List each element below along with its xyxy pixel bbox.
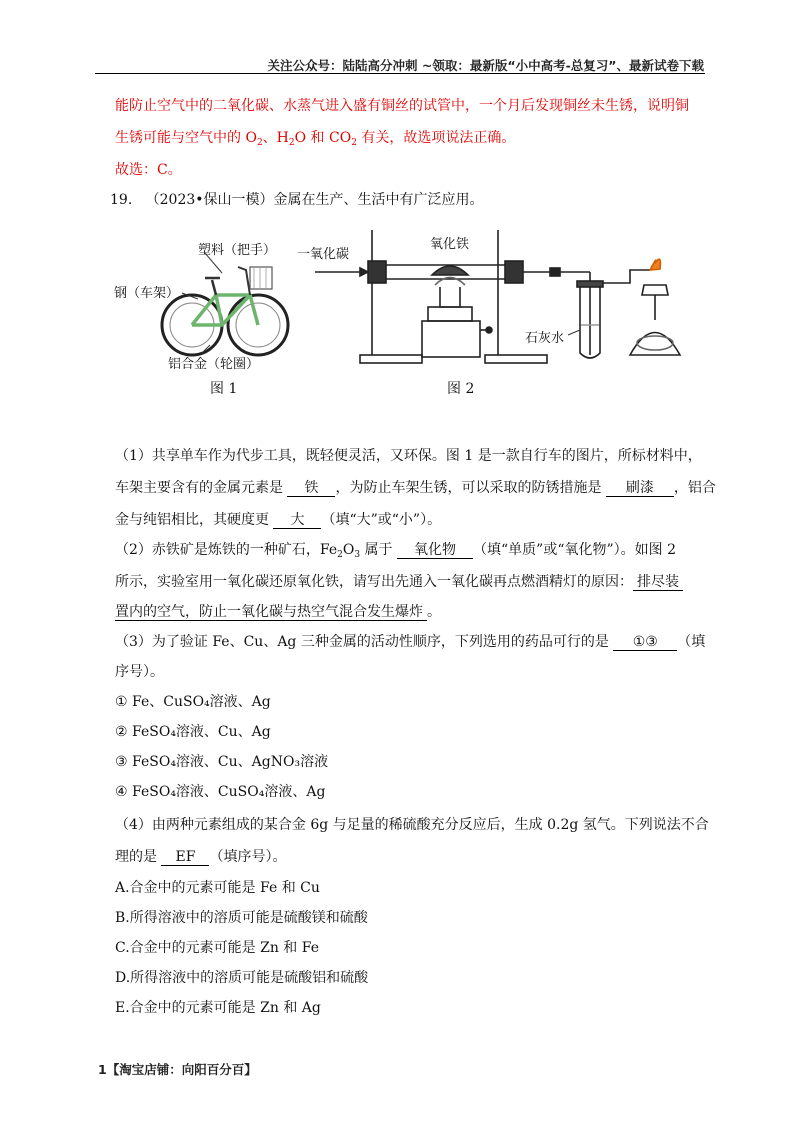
choice-b: B.所得溶液中的溶质可能是硫酸镁和硫酸: [115, 910, 368, 926]
choice-d: D.所得溶液中的溶质可能是硫酸铝和硫酸: [115, 970, 369, 986]
question-stem: 19. （2023•保山一模）金属在生产、生活中有广泛应用。: [110, 192, 484, 208]
option-2: ② FeSO₄溶液、Cu、Ag: [115, 724, 271, 740]
part1-line1: （1）共享单车作为代步工具，既轻便灵活，又环保。图 1 是一款自行车的图片，所标材料中，: [115, 448, 702, 464]
reduction-apparatus: [315, 230, 680, 363]
bicycle-illustration: [162, 267, 288, 355]
answer-blank-unreasonable: EF: [161, 849, 209, 866]
question-number: 19.: [110, 192, 133, 208]
part1-line2: 车架主要含有的金属元素是 铁 ，为防止车架生锈，可以采取的防锈措施是 刷漆 ，铝合: [115, 480, 716, 496]
answer-blank-reason-part1: 排尽装: [633, 574, 683, 591]
page-header: 关注公众号：陆陆高分冲刺 ~领取：最新版“小中高考-总复习”、最新试卷下载: [267, 58, 704, 73]
option-4: ④ FeSO₄溶液、CuSO₄溶液、Ag: [115, 784, 326, 800]
fig2-label-fe2o3: 氧化铁: [430, 237, 470, 252]
fig2-label-co: 一氧化碳: [297, 247, 350, 262]
prev-answer: 故选：C。: [115, 162, 182, 178]
page-footer: 1【淘宝店铺：向阳百分百】: [98, 1062, 257, 1077]
prev-explanation-line1: 能防止空气中的二氧化碳、水蒸气进入盛有铜丝的试管中，一个月后发现铜丝未生锈，说明铜: [115, 98, 689, 114]
option-3: ③ FeSO₄溶液、Cu、AgNO₃溶液: [115, 754, 329, 770]
part2-line2: 所示，实验室用一氧化碳还原氧化铁，请写出先通入一氧化碳再点燃酒精灯的原因： 排尽装: [115, 572, 683, 592]
part3-line1: （3）为了验证 Fe、Cu、Ag 三种金属的活动性顺序，下列选用的药品可行的是 ①③ （填: [115, 634, 706, 650]
part4-line2: 理的是 EF （填序号）。: [115, 849, 287, 865]
part2-line3: 置内的空气，防止一氧化碳与热空气混合发生爆炸 。: [115, 604, 441, 620]
part1-line3: 金与纯铝相比，其硬度更 大 （填“大”或“小”）。: [115, 512, 442, 528]
header-rule: [95, 73, 705, 74]
prev-explanation-line2: 生锈可能与空气中的 $O_2$、$H_2O$ 和 $CO_2$ 有关，故选项说法正确。: [115, 130, 516, 148]
answer-blank-hardness: 大: [273, 512, 321, 529]
answer-blank-reason-part2: 置内的空气，防止一氧化碳与热空气混合发生爆炸: [115, 604, 427, 621]
fig1-label-alloy: 铝合金（轮圈）: [168, 357, 260, 372]
answer-blank-classification: 氧化物: [397, 542, 473, 559]
figures: [110, 225, 710, 400]
part3-line2: 序号）。: [115, 664, 164, 680]
answer-blank-element: 铁: [287, 480, 335, 497]
choice-a: A.合金中的元素可能是 Fe 和 Cu: [115, 880, 320, 896]
part4-line1: （4）由两种元素组成的某合金 6g 与足量的稀硫酸充分反应后，生成 0.2g 氢气。下列说法不合: [115, 817, 709, 833]
answer-blank-reagents: ①③: [613, 634, 677, 651]
fig2-caption: 图 2: [447, 381, 475, 397]
choice-e: E.合金中的元素可能是 Zn 和 Ag: [115, 1000, 321, 1016]
fig2-label-limewater: 石灰水: [525, 331, 565, 346]
answer-blank-rust-prevention: 刷漆: [606, 480, 674, 497]
fig1-label-steel: 钢（车架）: [114, 286, 180, 301]
part2-line1: （2）赤铁矿是炼铁的一种矿石，$Fe_2O_3$ 属于 氧化物 （填“单质”或“氧化物”）。如图 2: [115, 542, 676, 560]
fig1-caption: 图 1: [210, 381, 238, 397]
choice-c: C.合金中的元素可能是 Zn 和 Fe: [115, 940, 319, 956]
fig1-label-plastic: 塑料（把手）: [198, 243, 277, 258]
option-1: ① Fe、CuSO₄溶液、Ag: [115, 694, 271, 710]
